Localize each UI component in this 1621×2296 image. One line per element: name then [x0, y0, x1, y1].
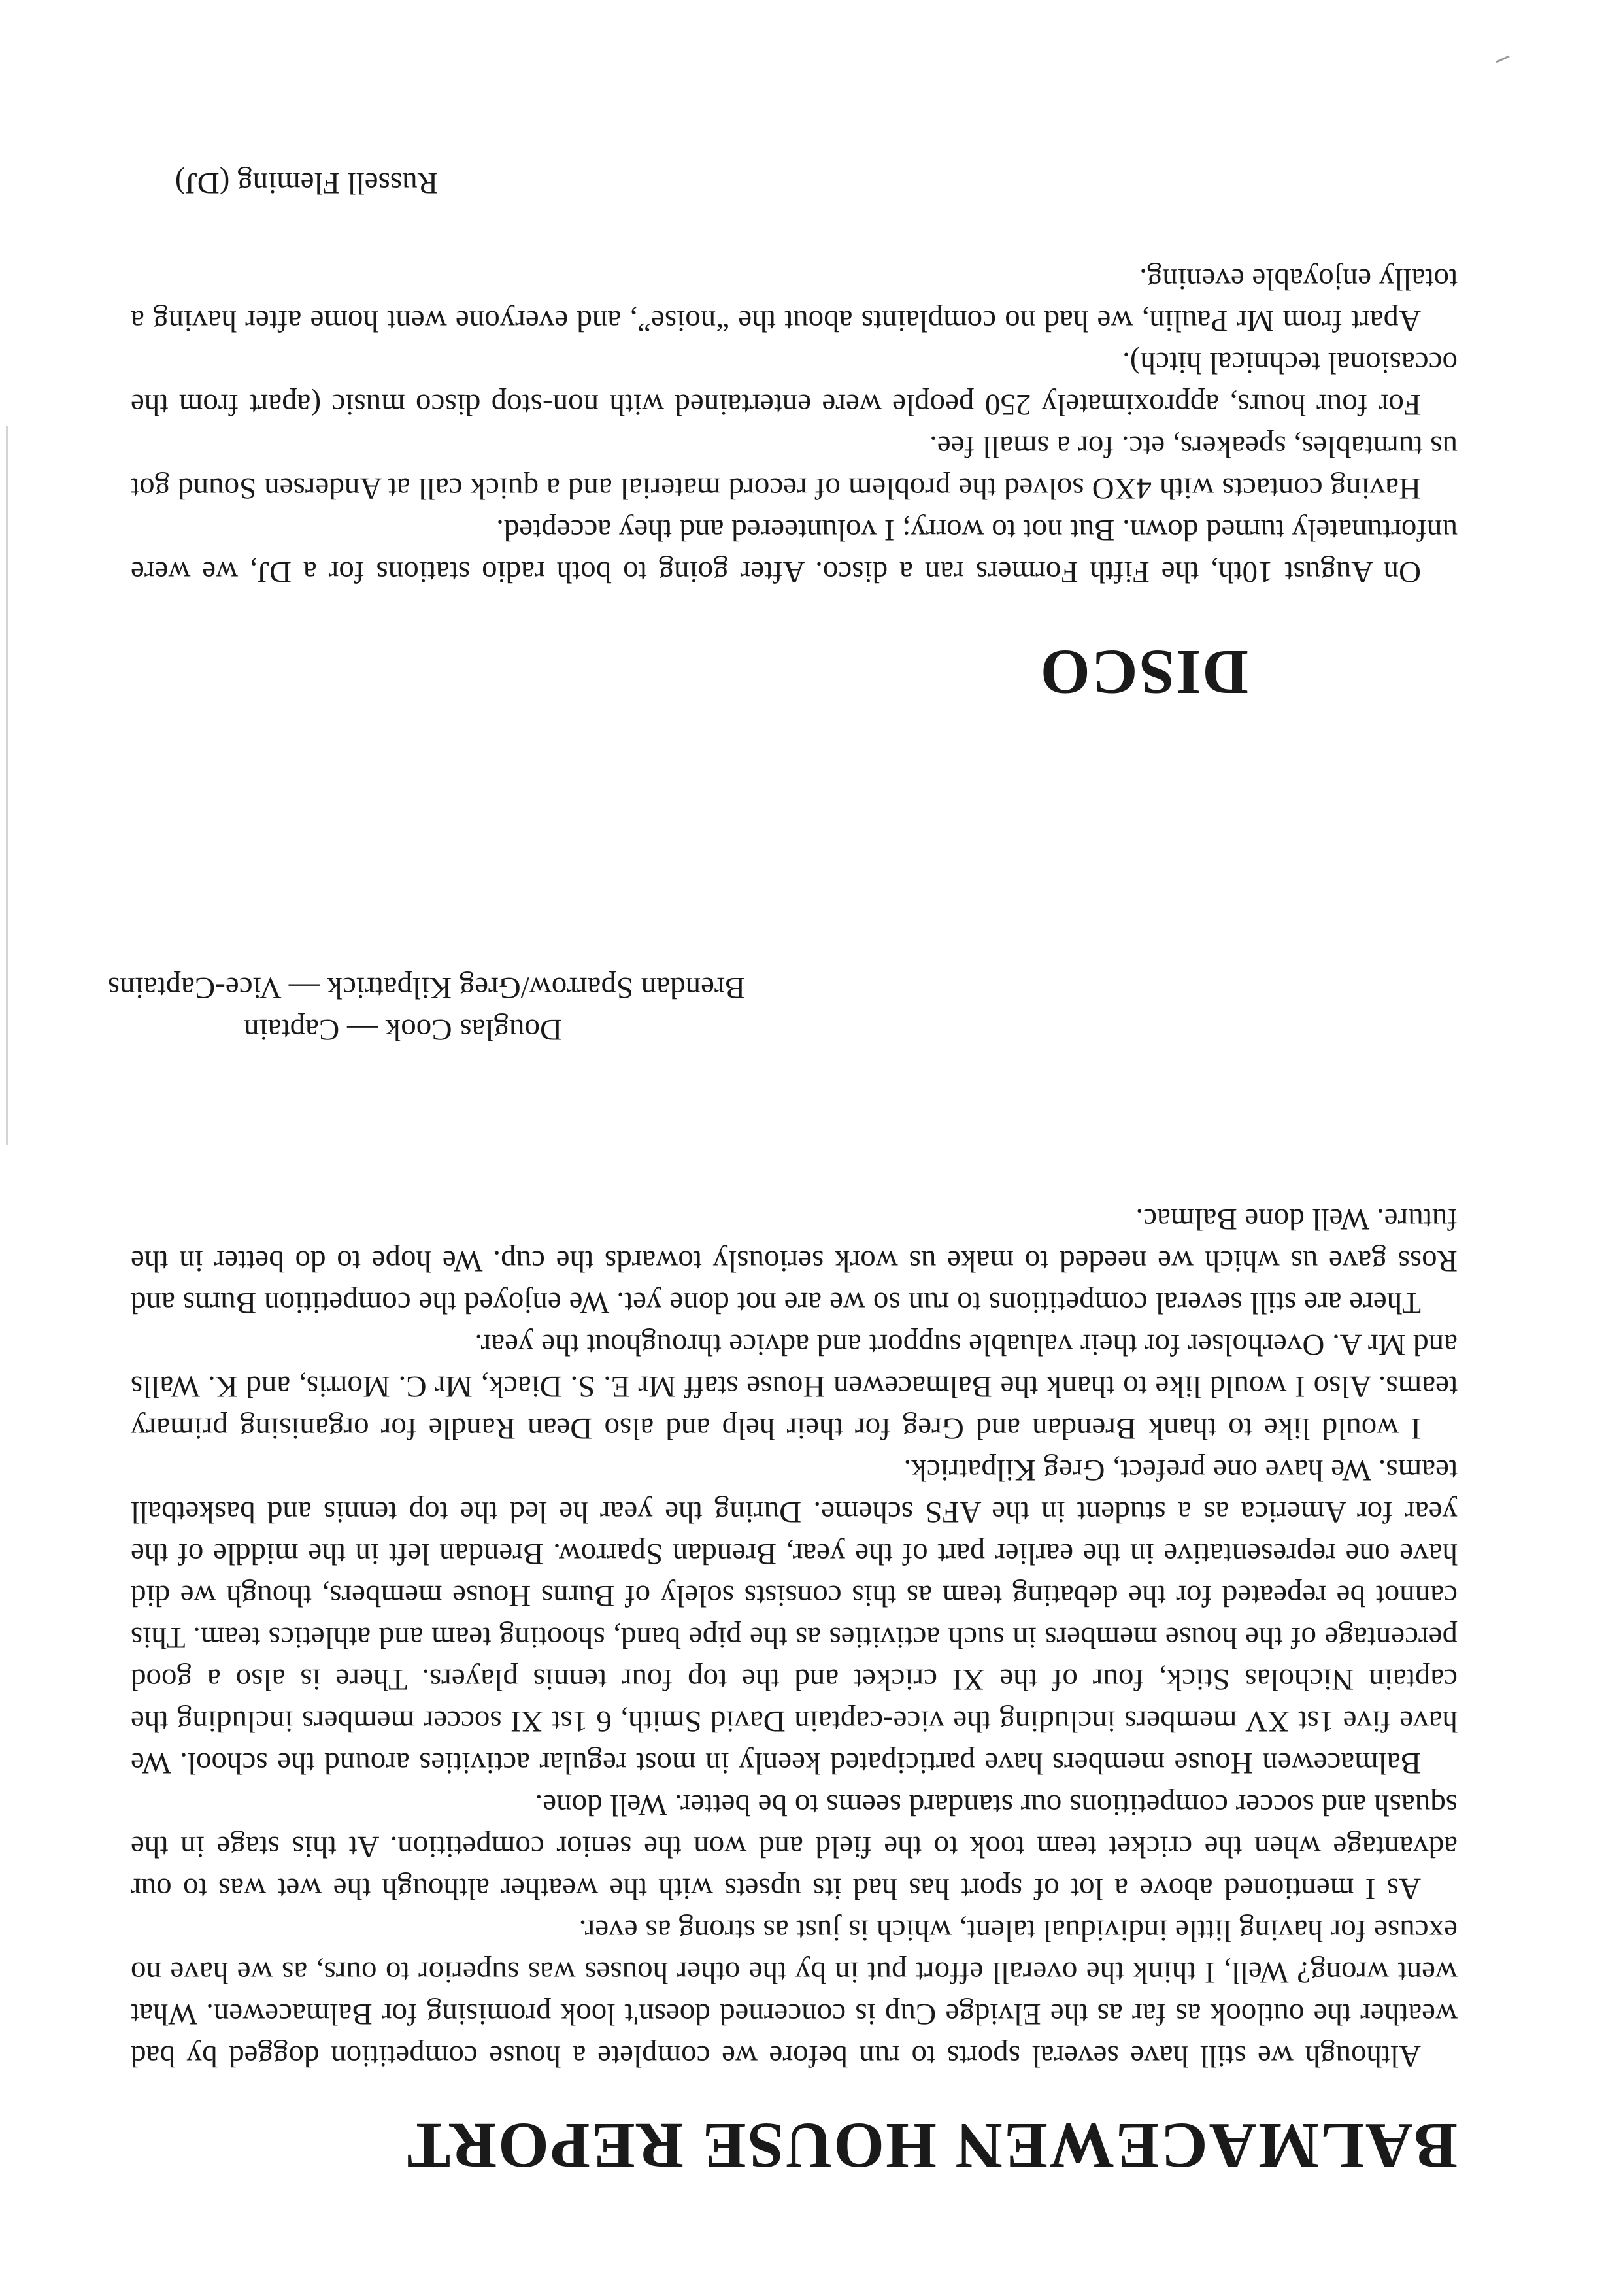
disco-body [131, 258, 1458, 593]
dj-signature: Russell Fleming (DJ) [175, 166, 438, 200]
report-paragraph: As I mentioned above a lot of sport has had its upsets with the weather although the wet was to our advantage when the cricket team took to the field and won the senior competition. At this stage in the squash and soccer competitions our standard seems to be better. Well done. [131, 1788, 1458, 1906]
report-body [131, 1198, 1458, 2077]
disco-paragraph: Having contacts with 4XO solved the problem of record material and a quick call at Andersen Sound got us turntables, speakers, etc. for a small fee. [131, 430, 1458, 505]
report-paragraph: Although we still have several sports to run before we complete a house competition dogged by bad weather the outlook as far as the Elvidge Cup is concerned doesn't look promising for Balmacewen. What went wrong? Well, I think the overall effort put in by the other houses was superior to ours, as we have no excuse for having little individual talent, which is just as strong as ever. [131, 1914, 1458, 2073]
report-title: BALMACEWEN HOUSE REPORT [405, 2110, 1458, 2182]
disco-paragraph: For four hours, approximately 250 people were entertained with non-stop disco music (apart from the occasional technical hitch). [131, 346, 1458, 422]
report-paragraph: I would like to thank Brendan and Greg for their help and also Dean Randle for organising primary teams. Also I would like to thank the Balmacewen House staff Mr E. S. Diack, Mr C. Morris, and K. Walls and Mr A. Overholser for their valuable support and advice throughout the year. [131, 1328, 1458, 1445]
captain-signature: Douglas Cook — Captain [244, 1013, 562, 1047]
disco-paragraph: Apart from Mr Paulin, we had no complaints about the “noise”, and everyone went home after having a totally enjoyable evening. [131, 262, 1458, 338]
scan-edge-mark [6, 426, 8, 1145]
report-paragraph: Balmacewen House members have participated keenly in most regular activities around the school. We have five 1st XV members including the vice-captain David Smith, 6 1st XI soccer members including the captain Nicholas Stick, four of the XI cricket and the top four tennis players. There is also a good percentage of the house members in such activities as the pipe band, shooting team and athletics team. This cannot be repeated for the debating team as this consists solely of Burns House members, though we did have one representative in the earlier part of the year, Brendan Sparrow. Brendan left in the middle of the year for America as a student in the AFS scheme. During the year he led the top tennis and basketball teams. We have one prefect, Greg Kilpatrick. [131, 1453, 1458, 1780]
disco-paragraph: On August 10th, the Fifth Formers ran a disco. After going to both radio stations for a DJ, we were unfortunately turned down. But not to worry; I volunteered and they accepted. [131, 513, 1458, 589]
vice-captains-signature: Brendan Sparrow/Greg Kilpatrick — Vice-Captains [107, 971, 745, 1005]
report-paragraph: There are still several competitions to run so we are not done yet. We enjoyed the competition Burns and Ross gave us which we needed to make us work seriously towards the cup. We hope to do better in the future. Well done Balmac. [131, 1202, 1458, 1320]
scan-speck [1496, 55, 1509, 63]
disco-title: DISCO [1039, 637, 1248, 707]
